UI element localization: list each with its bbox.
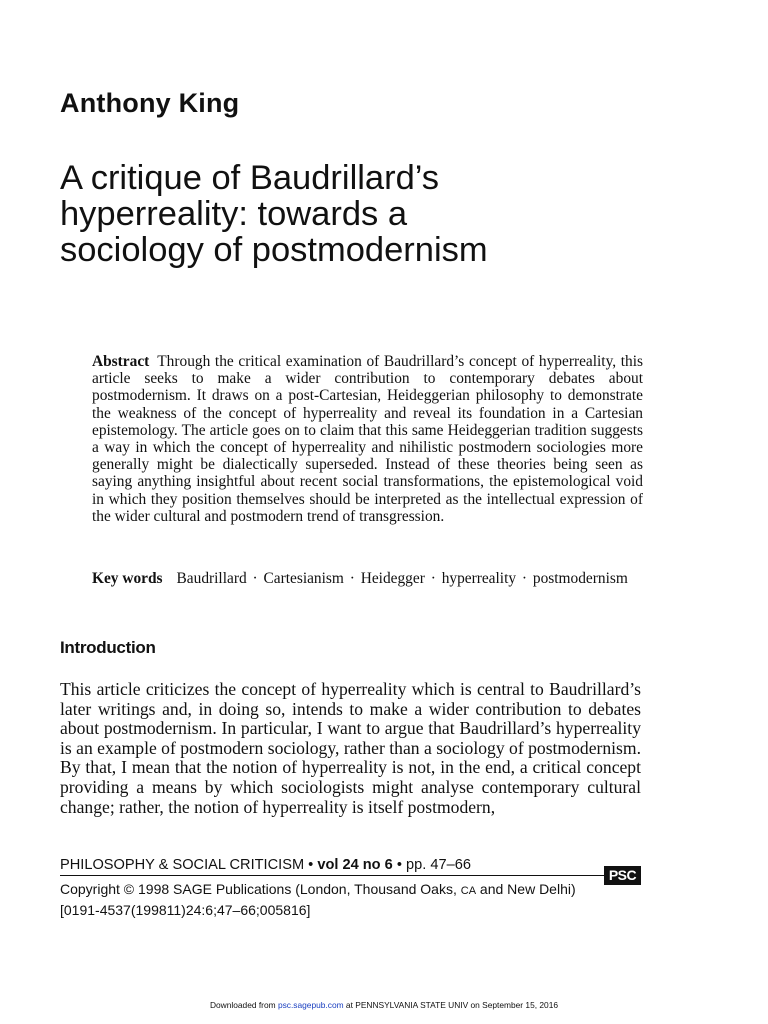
keywords — [92, 570, 643, 587]
author-name: Anthony King — [60, 88, 240, 118]
journal-line — [60, 857, 471, 873]
copyright-text: Copyright © 1998 SAGE Publications (London, Thousand Oaks, — [60, 881, 457, 897]
journal-pages: pp. 47–66 — [406, 857, 471, 873]
title-line: hyperreality: towards a — [60, 195, 408, 233]
keyword-separator: · — [252, 570, 258, 587]
download-link[interactable]: psc.sagepub.com — [277, 1000, 344, 1010]
keyword: Baudrillard — [176, 570, 247, 587]
keyword-separator: · — [430, 570, 436, 587]
abstract-text: Through the critical examination of Baudrillard’s concept of hyperreality, this article seeks to make a wider contribution to contemporary debates about postmodernism. It draws on a post-Cartesian, Heideggerian philosophy to demonstrate the weakness of the concept of hyperreality and reveal its foundation in a Cartesian epistemology. The article goes on to claim that this same Heideggerian tradition suggests a way in which the concept of hyperreality and nihilistic postmodern sociologies more generally might be dialectically superseded. Instead of these theories being seen as saying anything insightful about recent social transformations, the epistemological void in which they position themselves should be interpreted as the intellectual expression of the wider cultural and postmodern trend of transgression. — [92, 353, 643, 525]
title-line: sociology of postmodernism — [60, 231, 488, 269]
journal-volume: vol 24 no 6 — [317, 857, 393, 873]
keyword: Cartesianism — [263, 570, 344, 587]
keyword: postmodernism — [532, 570, 628, 587]
download-suffix: at PENNSYLVANIA STATE UNIV on September 15, 2016 — [345, 1000, 559, 1010]
psc-logo: PSC — [604, 866, 641, 885]
download-prefix: Downloaded from — [209, 1000, 276, 1010]
bullet: • — [396, 857, 402, 873]
copyright-block — [60, 880, 576, 920]
abstract — [92, 353, 643, 525]
keyword: Heidegger — [360, 570, 425, 587]
journal-name: PHILOSOPHY & SOCIAL CRITICISM — [60, 857, 305, 873]
bullet: • — [308, 857, 314, 873]
section-heading: Introduction — [60, 638, 156, 657]
copyright-line — [60, 880, 576, 901]
keywords-label: Key words — [92, 570, 163, 587]
abstract-label: Abstract — [92, 353, 150, 370]
download-notice — [0, 1000, 768, 1010]
keyword: hyperreality — [441, 570, 517, 587]
keyword-separator: · — [349, 570, 355, 587]
copyright-ca: CA — [460, 885, 477, 897]
intro-paragraph: This article criticizes the concept of hyperreality which is central to Baudrillard’s later writings and, in doing so, intends to make a wider contribution to debates about postmodernism. In particular, I want to argue that Baudrillard’s hyperreality is an example of postmodern sociology, rather than a sociology of postmodernism. By that, I mean that the notion of hyperreality is not, in the end, a critical concept providing a means by which sociologists might analyse contemporary cultural change; rather, the notion of hyperreality is itself postmodern, — [60, 679, 641, 817]
article-identifier: [0191-4537(199811)24:6;47–66;005816] — [60, 902, 311, 918]
footer-rule — [60, 875, 640, 876]
article-title — [60, 160, 700, 268]
copyright-text-end: and New Delhi) — [479, 881, 576, 897]
title-line: A critique of Baudrillard’s — [60, 159, 440, 197]
keyword-separator: · — [521, 570, 528, 587]
